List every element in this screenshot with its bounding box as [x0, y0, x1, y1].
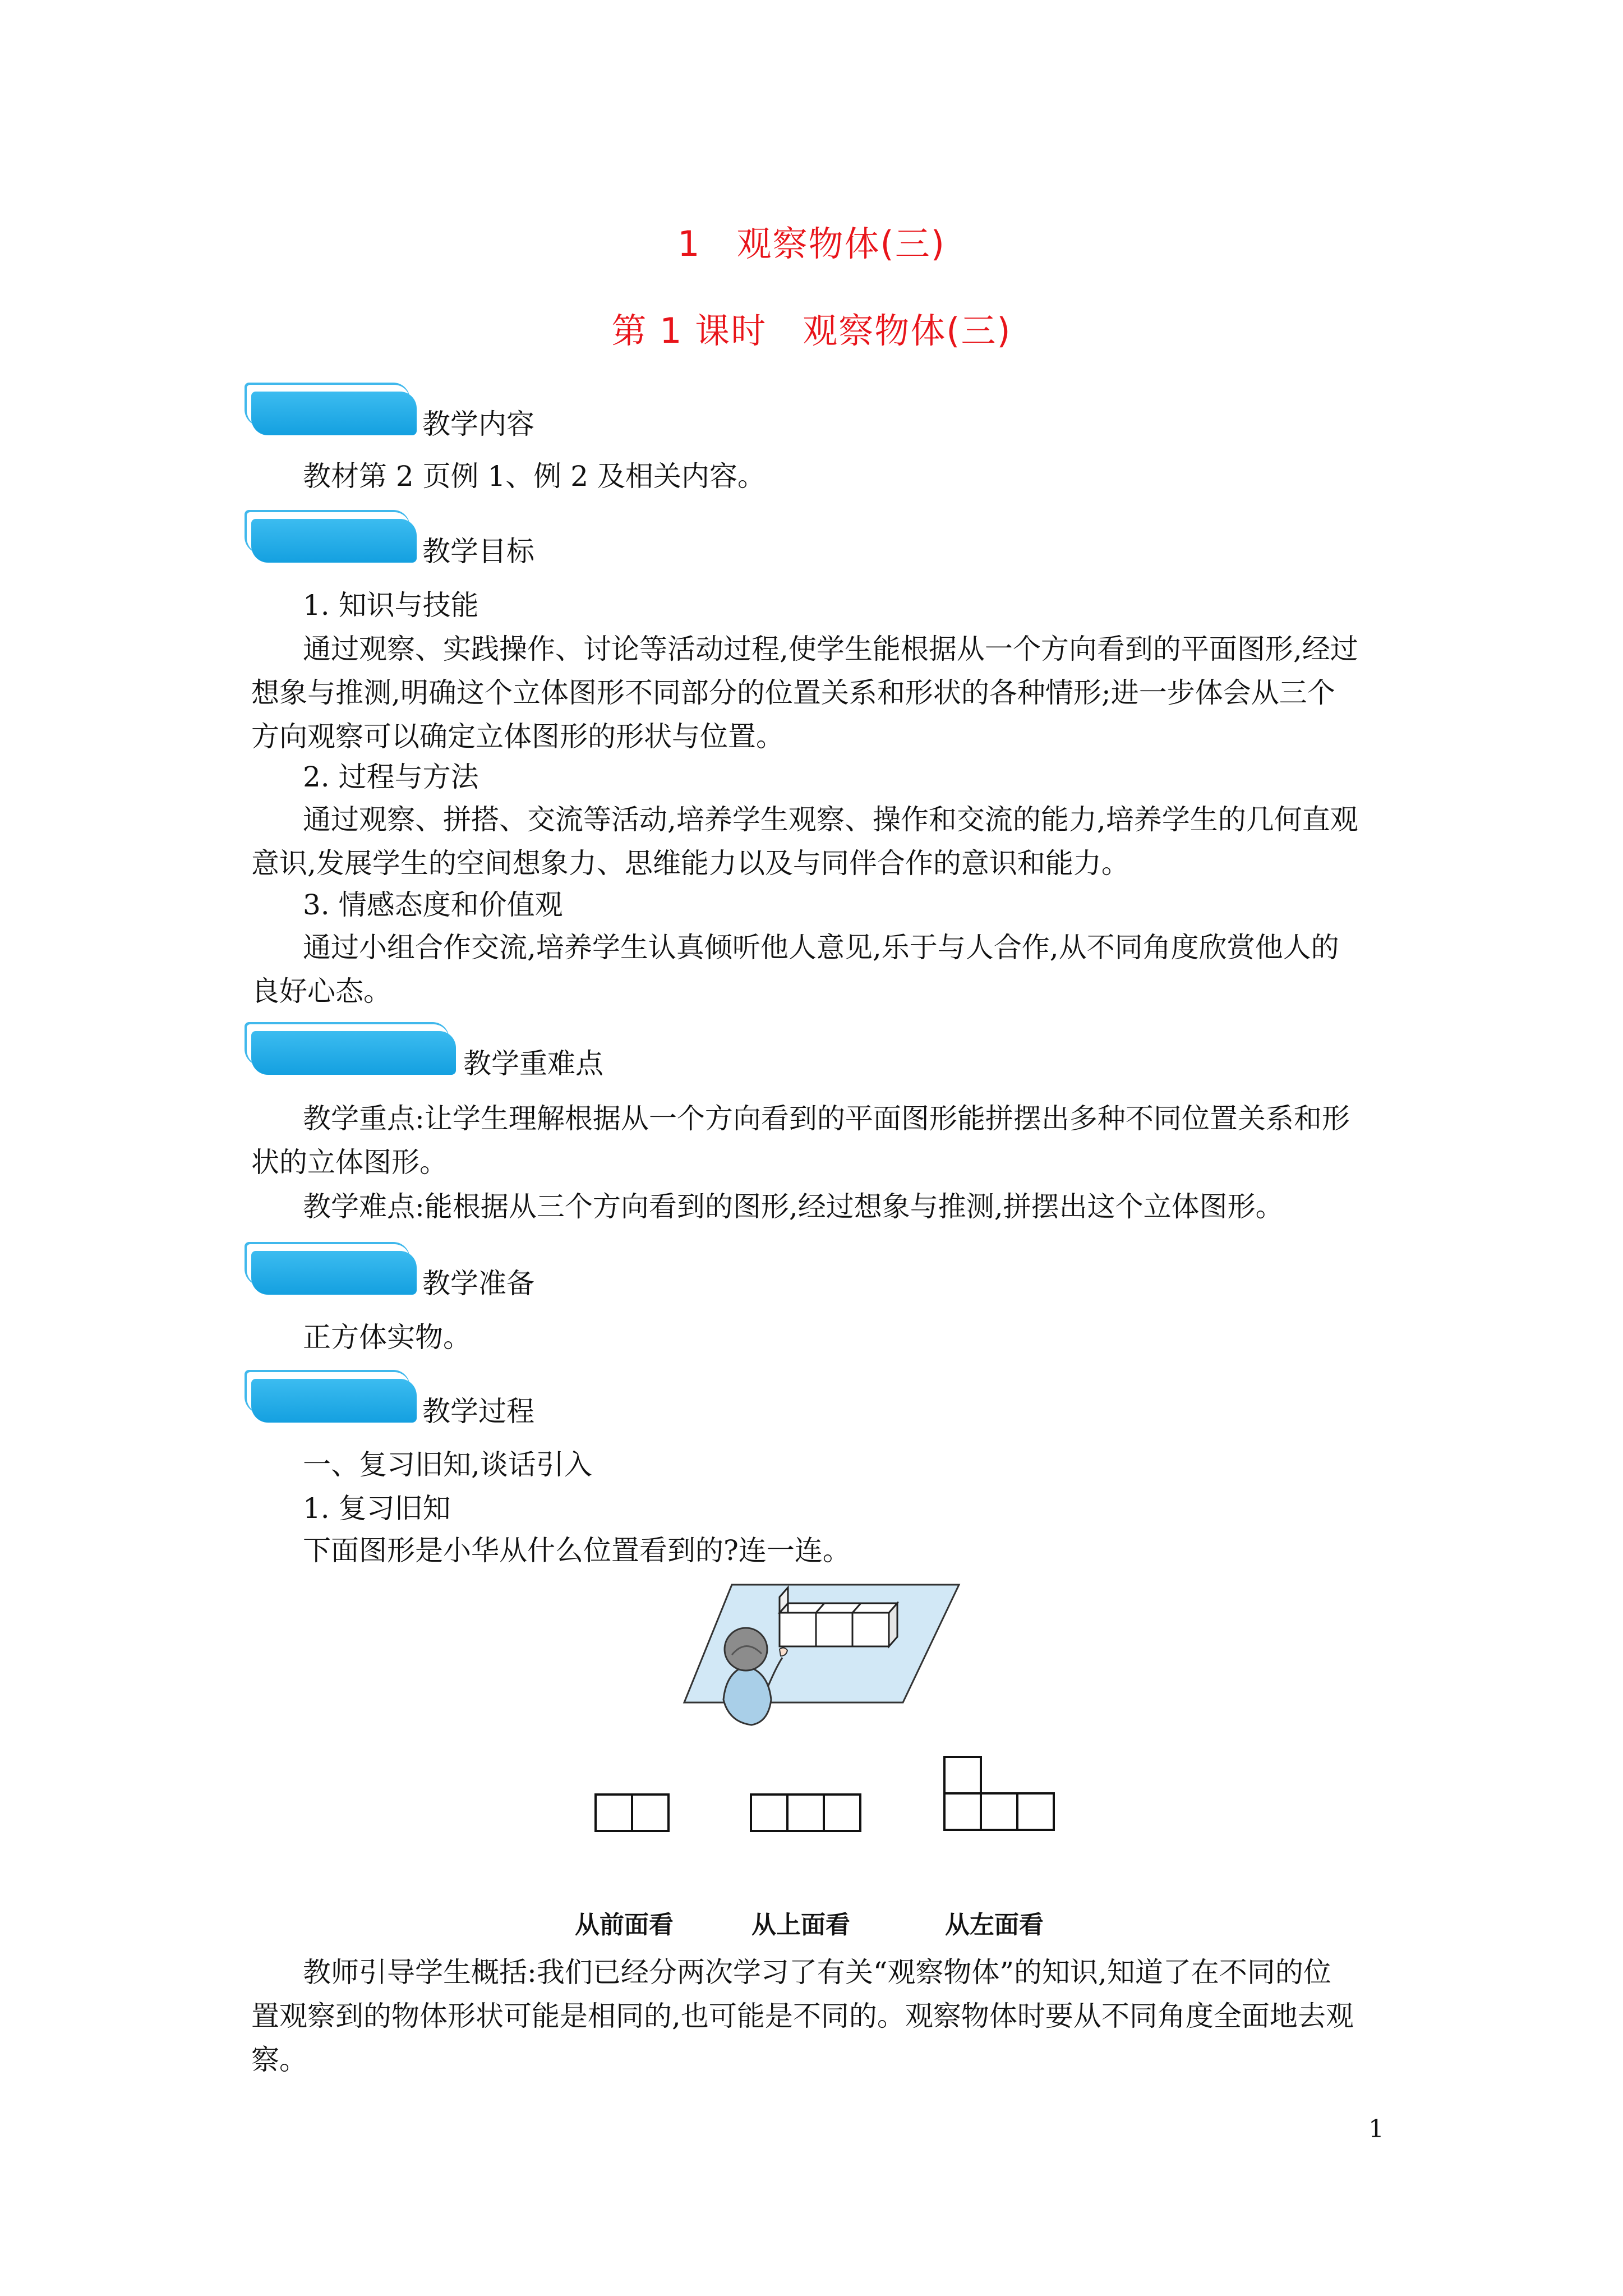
goal-2-line: 通过观察、拼搭、交流等活动,培养学生观察、操作和交流的能力,培养学生的几何直观: [303, 803, 1358, 836]
exercise-prompt: 下面图形是小华从什么位置看到的?连一连。: [303, 1534, 851, 1567]
section-badge: [251, 519, 417, 563]
section-heading: 教学目标: [422, 535, 534, 568]
process-substep: 1. 复习旧知: [303, 1492, 451, 1525]
view-shape-l-squares: [942, 1755, 1060, 1834]
key-point-line: 状的立体图形。: [251, 1146, 448, 1179]
goal-3-title: 3. 情感态度和价值观: [303, 889, 563, 921]
section-heading: 教学准备: [422, 1267, 534, 1300]
unit-title: 1 观察物体(三): [677, 223, 946, 264]
cube-observation-illustration: [679, 1582, 970, 1739]
view-label-top: 从上面看: [751, 1911, 850, 1939]
section-heading: 教学内容: [422, 408, 534, 440]
section-heading: 教学过程: [422, 1395, 534, 1428]
summary-line: 教师引导学生概括:我们已经分两次学习了有关“观察物体”的知识,知道了在不同的位: [303, 1956, 1331, 1989]
goal-3-line: 良好心态。: [251, 975, 391, 1007]
content-text: 教材第 2 页例 1、例 2 及相关内容。: [303, 460, 766, 493]
section-heading: 教学重难点: [463, 1047, 603, 1080]
page-number: 1: [1368, 2115, 1384, 2143]
section-badge: [251, 1379, 417, 1423]
section-badge: [251, 392, 417, 435]
goal-1-title: 1. 知识与技能: [303, 589, 479, 622]
goal-1-line: 想象与推测,明确这个立体图形不同部分的位置关系和形状的各种情形;进一步体会从三个: [251, 677, 1335, 709]
view-shape-three-squares: [749, 1792, 866, 1834]
summary-line: 察。: [251, 2044, 307, 2076]
lesson-title: 第 1 课时 观察物体(三): [611, 310, 1012, 351]
goal-1-line: 通过观察、实践操作、讨论等活动过程,使学生能根据从一个方向看到的平面图形,经过: [303, 633, 1358, 665]
view-label-front: 从前面看: [575, 1911, 674, 1939]
goal-2-line: 意识,发展学生的空间想象力、思维能力以及与同伴合作的意识和能力。: [251, 847, 1129, 880]
section-badge: [251, 1031, 456, 1075]
goal-1-line: 方向观察可以确定立体图形的形状与位置。: [251, 720, 784, 753]
process-step-heading: 一、复习旧知,谈话引入: [303, 1448, 592, 1481]
summary-line: 置观察到的物体形状可能是相同的,也可能是不同的。观察物体时要从不同角度全面地去观: [251, 2000, 1354, 2032]
section-badge: [251, 1251, 417, 1295]
preparation-text: 正方体实物。: [303, 1321, 471, 1354]
goal-2-title: 2. 过程与方法: [303, 761, 479, 793]
goal-3-line: 通过小组合作交流,培养学生认真倾听他人意见,乐于与人合作,从不同角度欣赏他人的: [303, 931, 1339, 964]
view-shape-two-squares: [593, 1792, 683, 1834]
view-label-left: 从左面看: [945, 1911, 1044, 1939]
key-point-line: 教学重点:让学生理解根据从一个方向看到的平面图形能拼摆出多种不同位置关系和形: [303, 1102, 1350, 1135]
difficult-point-line: 教学难点:能根据从三个方向看到的图形,经过想象与推测,拼摆出这个立体图形。: [303, 1190, 1284, 1223]
